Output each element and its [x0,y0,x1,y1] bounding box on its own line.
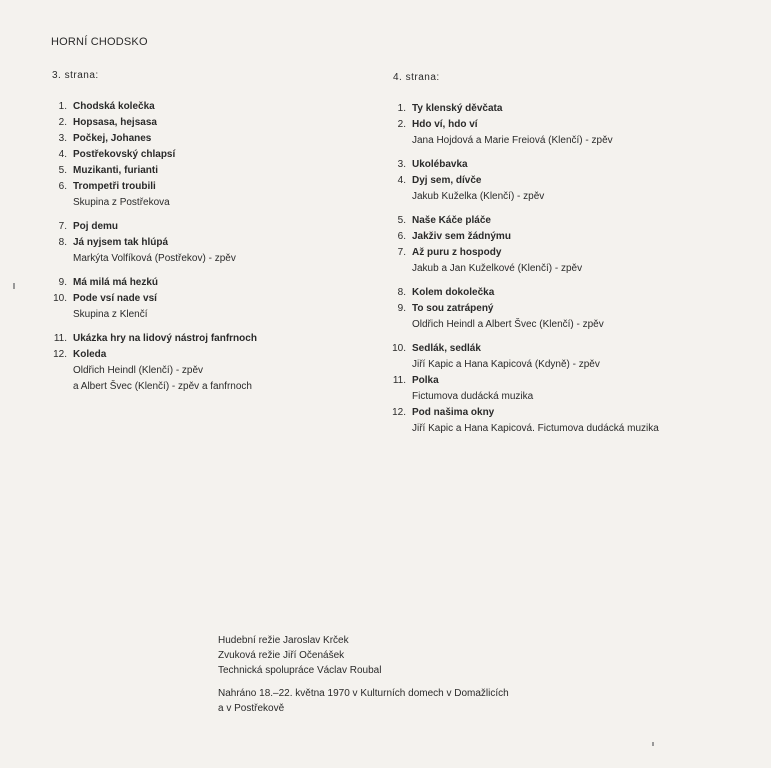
track-number: 6. [58,181,67,192]
track-number: 4. [58,149,67,160]
track-number: 12. [392,407,406,418]
track-title: Postřekovský chlapsí [73,149,176,160]
track-number: 9. [397,303,406,314]
track-performer: Skupina z Klenčí [73,309,148,320]
track-title: Ty klenský děvčata [412,103,503,114]
paper-blemish [13,283,15,289]
track-number: 11. [392,375,406,386]
track-number: 10. [53,293,67,304]
track-title: Hdo ví, hdo ví [412,119,478,130]
credit-line: Hudební režie Jaroslav Krček [218,635,349,646]
track-number: 3. [58,133,67,144]
track-item [58,147,257,163]
track-title: To sou zatrápený [412,303,494,314]
track-item [53,291,257,323]
track-performer: Jakub a Jan Kuželkové (Klenčí) - zpěv [412,263,583,274]
side-3-tracklist [53,99,257,395]
track-item [397,245,659,277]
track-title: Sedlák, sedlák [412,343,481,354]
track-item [58,179,257,211]
track-item [397,157,659,173]
track-title: Jakživ sem žádnýmu [412,231,511,242]
track-number: 4. [397,175,406,186]
track-title: Naše Káče pláče [412,215,491,226]
track-item [58,275,257,291]
paper-blemish [652,742,654,746]
track-item [397,213,659,229]
track-item [58,99,257,115]
track-performer: Markýta Volfíková (Postřekov) - zpěv [73,253,236,264]
track-performer: Jakub Kuželka (Klenčí) - zpěv [412,191,545,202]
track-title: Má milá má hezkú [73,277,159,288]
track-number: 5. [58,165,67,176]
track-title: Kolem dokolečka [412,287,495,298]
track-number: 2. [58,117,67,128]
credit-line: Technická spolupráce Václav Roubal [218,665,382,676]
track-title: Poj demu [73,221,119,232]
track-item [397,285,659,301]
track-number: 5. [397,215,406,226]
track-performer: Skupina z Postřekova [73,197,170,208]
track-performer: a Albert Švec (Klenčí) - zpěv a fanfrnoch [73,381,252,392]
side-4-heading: 4. strana: [393,72,440,83]
track-title: Až puru z hospody [412,247,502,258]
track-title: Ukázka hry na lidový nástroj fanfrnoch [73,333,257,344]
track-number: 3. [397,159,406,170]
recording-note: a v Postřekově [218,703,285,714]
track-performer: Fictumova dudácká muzika [412,391,534,402]
track-number: 8. [58,237,67,248]
track-item [392,405,659,437]
track-number: 10. [392,343,406,354]
track-title: Pod našima okny [412,407,495,418]
track-performer: Oldřich Heindl (Klenčí) - zpěv [73,365,204,376]
track-title: Já nyjsem tak hlúpá [73,237,169,248]
track-item [397,173,659,205]
track-title: Počkej, Johanes [73,133,152,144]
track-title: Pode vsí nade vsí [73,293,157,304]
track-item [392,341,659,373]
page-title: HORNÍ CHODSKO [51,36,148,48]
recording-note: Nahráno 18.–22. května 1970 v Kulturních domech v Domažlicích [218,688,509,699]
track-title: Dyj sem, dívče [412,175,482,186]
track-number: 7. [58,221,67,232]
track-performer: Jana Hojdová a Marie Freiová (Klenčí) - zpěv [412,135,613,146]
track-item [392,373,659,405]
side-4-tracklist [392,101,659,437]
track-title: Chodská kolečka [73,101,155,112]
track-number: 11. [53,333,67,344]
track-title: Hopsasa, hejsasa [73,117,157,128]
track-number: 9. [58,277,67,288]
track-title: Ukolébavka [412,159,468,170]
track-item [58,163,257,179]
track-item [53,347,257,395]
track-item [53,331,257,347]
production-credits [218,633,509,716]
track-title: Muzikanti, furianti [73,165,158,176]
track-item [58,131,257,147]
track-item [58,219,257,235]
track-number: 1. [397,103,406,114]
track-performer: Oldřich Heindl a Albert Švec (Klenčí) - zpěv [412,319,604,330]
side-3-heading: 3. strana: [52,70,99,81]
track-title: Koleda [73,349,107,360]
track-number: 8. [397,287,406,298]
track-item [58,115,257,131]
track-item [397,117,659,149]
track-title: Polka [412,375,439,386]
track-number: 12. [53,349,67,360]
track-title: Trompetři troubili [73,181,156,192]
track-number: 7. [397,247,406,258]
track-item [397,301,659,333]
track-number: 6. [397,231,406,242]
track-number: 1. [58,101,67,112]
track-performer: Jiří Kapic a Hana Kapicová. Fictumova dudácká muzika [412,423,659,434]
track-number: 2. [397,119,406,130]
credit-line: Zvuková režie Jiří Očenášek [218,650,345,661]
track-performer: Jiří Kapic a Hana Kapicová (Kdyně) - zpěv [412,359,600,370]
track-item [58,235,257,267]
track-item [397,229,659,245]
track-item [397,101,659,117]
